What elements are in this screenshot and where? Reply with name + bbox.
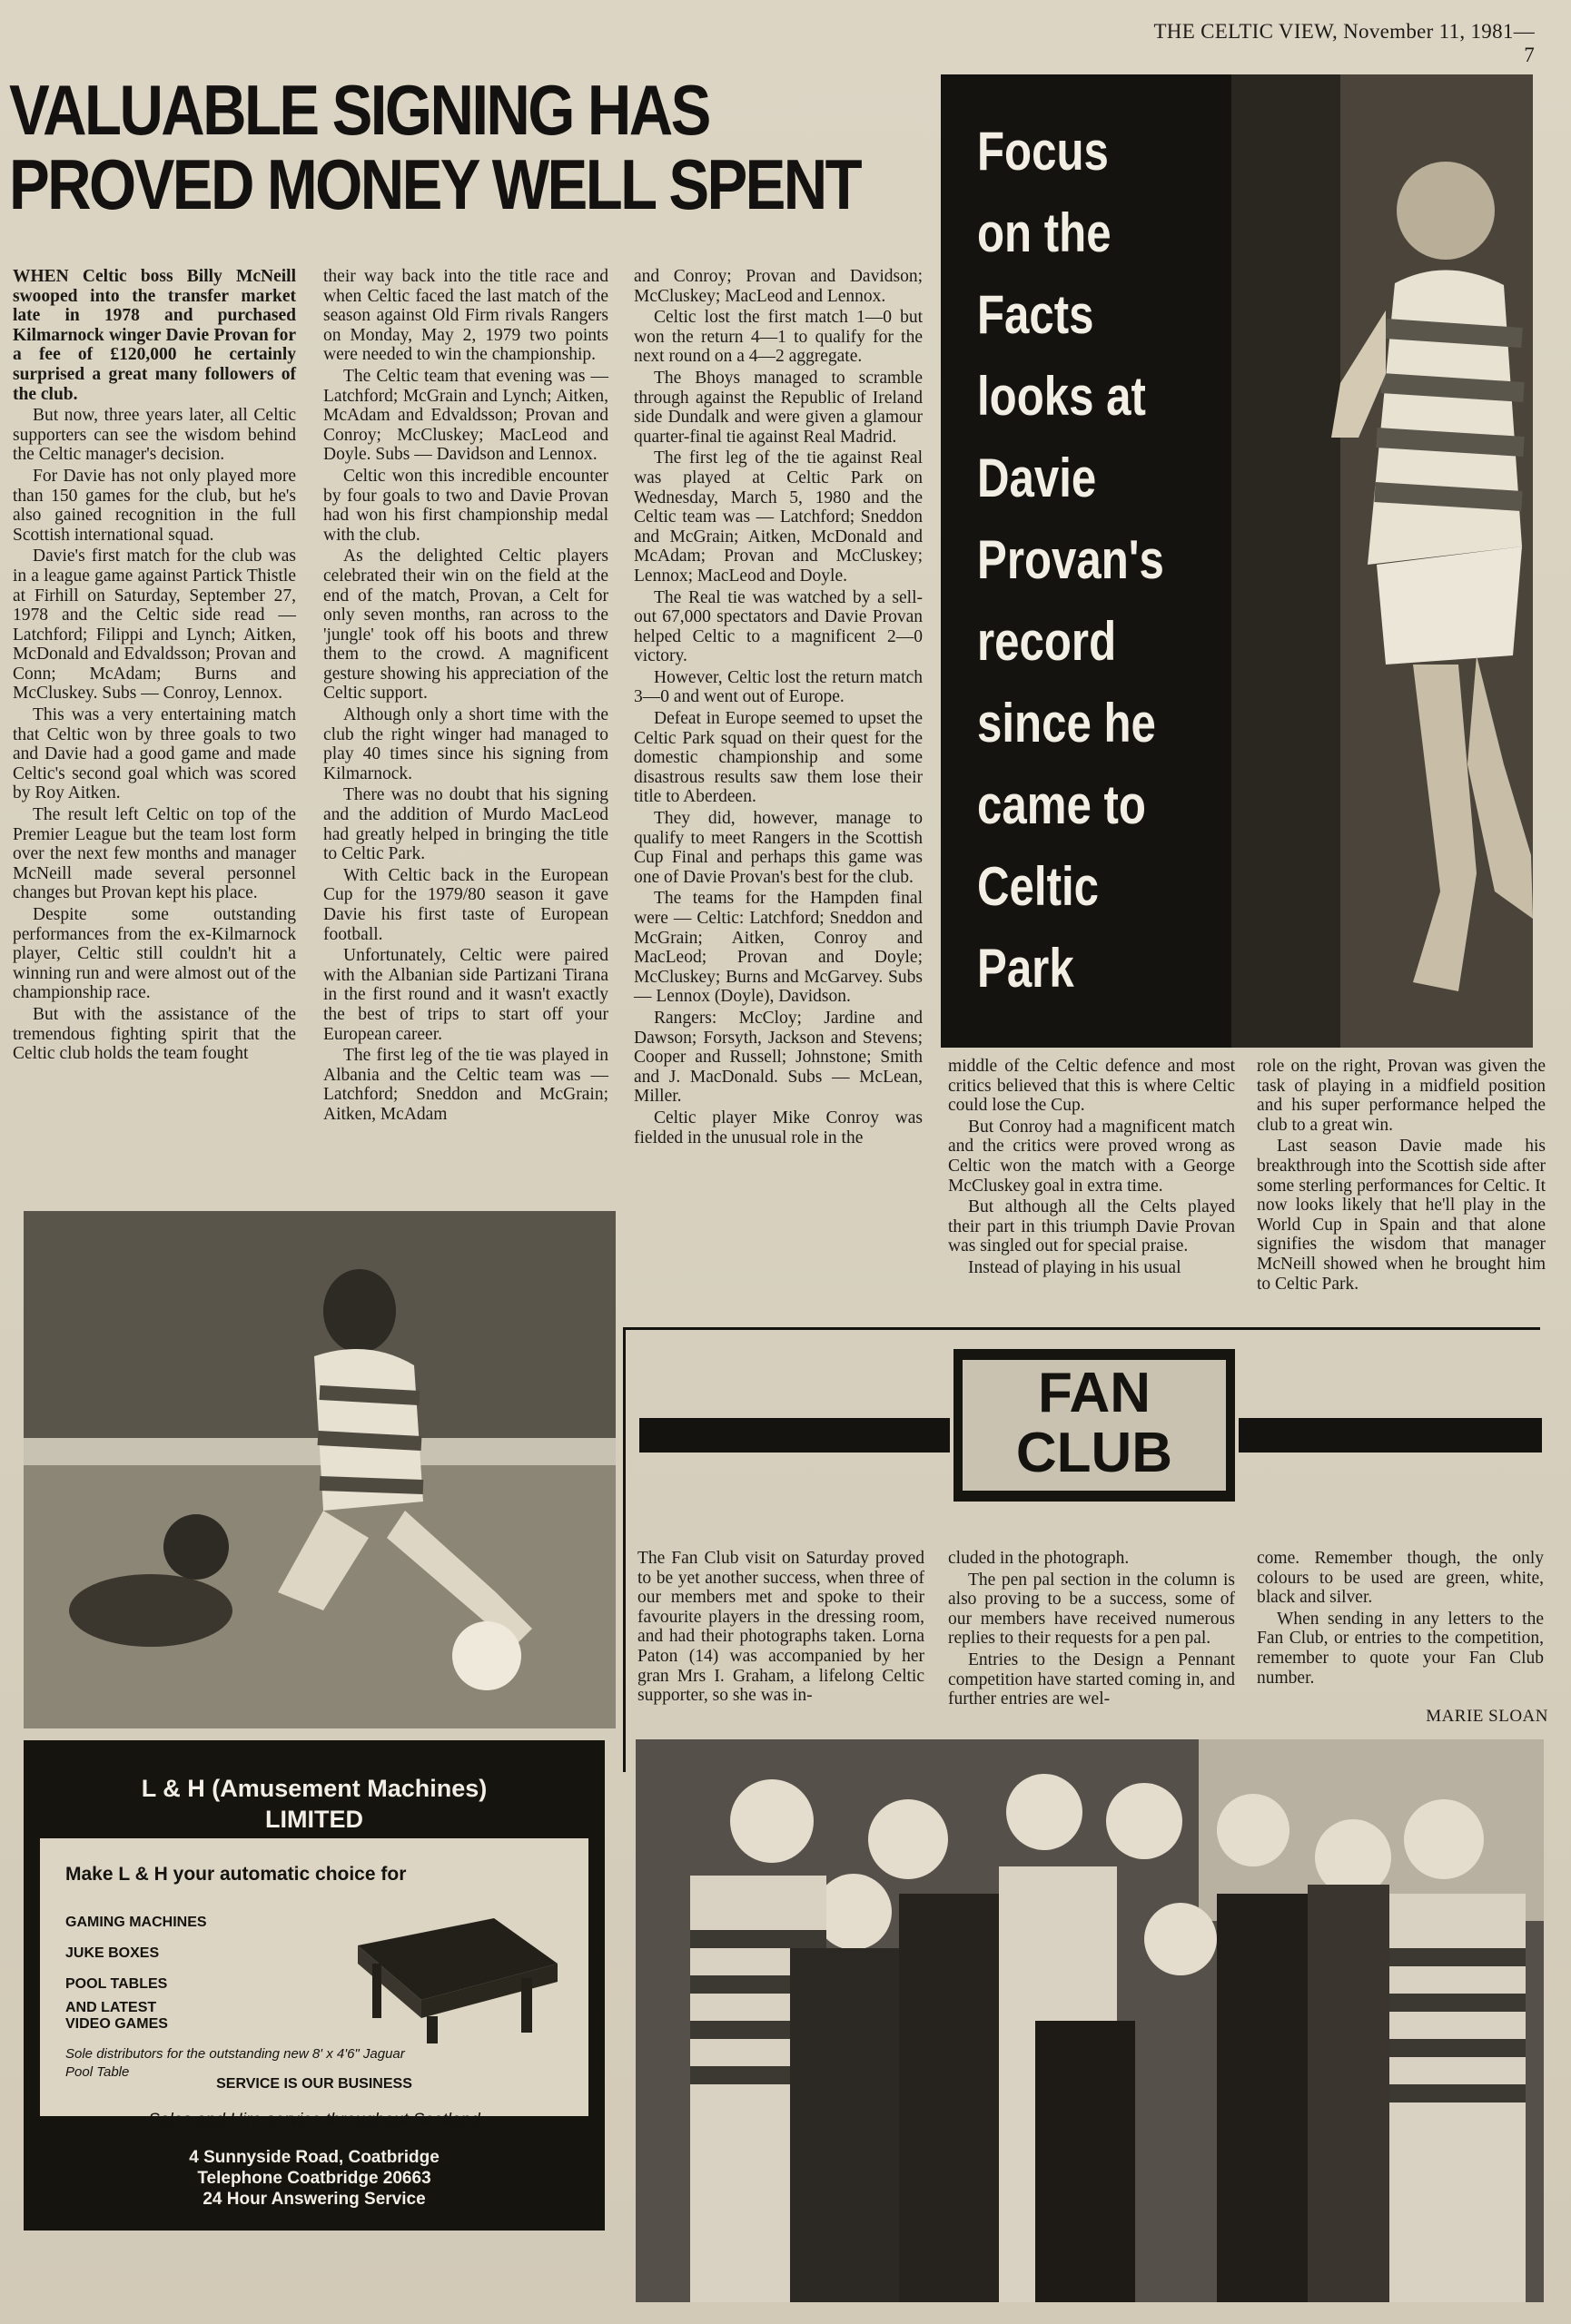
lh-amusement-advert: [24, 1740, 605, 2230]
article-column-2: [323, 267, 608, 1211]
focus-line: looks at: [977, 366, 1146, 427]
paragraph: middle of the Celtic defence and most critics believed that this is where Celtic could lose the Cup.: [948, 1057, 1235, 1116]
fan-club-badge-line-2: CLUB: [1015, 1422, 1173, 1484]
advert-address: [24, 2147, 605, 2210]
player-running-photo: [1231, 74, 1533, 1048]
article-column-3: [634, 267, 923, 1320]
advert-title-line-2: LIMITED: [265, 1806, 363, 1833]
article-column-1: [13, 267, 296, 1211]
paragraph: Instead of playing in his usual: [968, 1257, 1181, 1277]
focus-line: Facts: [977, 284, 1094, 345]
section-divider-vertical: [623, 1327, 626, 1772]
advert-address-street: 4 Sunnyside Road, Coatbridge: [189, 2148, 440, 2167]
paragraph: and Conroy; Provan and Davidson; McCluskey; MacLeod and Lennox.: [634, 267, 923, 306]
paragraph: But Conroy had a magnificent match and the critics were proved wrong as Celtic won the match with a George McCluskey goal in extra time.: [948, 1117, 1235, 1196]
fan-club-badge-text: [963, 1360, 1226, 1491]
paragraph: Last season Davie made his breakthrough into the Scottish side after some sterling performances for Celtic. It now looks likely that he'll play in the World Cup in Spain and that alone signifies the wisdom that manager McNeill showed when he brought him to Celtic Park.: [1257, 1137, 1546, 1294]
advert-service-line: SERVICE IS OUR BUSINESS: [216, 2076, 412, 2092]
article-column-5: [1257, 1057, 1546, 1329]
focus-box-text: [977, 111, 1223, 1009]
focus-line: since he: [977, 693, 1156, 753]
advert-panel: [40, 1838, 588, 2130]
fan-club-rule-left: [639, 1418, 950, 1452]
paragraph: Celtic lost the first match 1—0 but won the return 4—1 to qualify for the next round on a 4—2 aggregate.: [634, 308, 923, 367]
fan-club-badge-line-1: FAN: [1038, 1362, 1151, 1424]
advert-product-item: JUKE BOXES: [65, 1945, 160, 1961]
paragraph: But although all the Celts played their part in this triumph Davie Provan was singled out for special praise.: [948, 1197, 1235, 1256]
advert-product-item: AND LATEST VIDEO GAMES: [65, 2000, 168, 2032]
fan-club-byline: MARIE SLOAN: [1426, 1707, 1548, 1726]
paragraph: But now, three years later, all Celtic supporters can see the wisdom behind the Celtic manager's decision.: [13, 406, 296, 465]
paragraph: When sending in any letters to the Fan Club, or entries to the competition, remember to quote your Fan Club number.: [1257, 1609, 1544, 1688]
paragraph: The Fan Club visit on Saturday proved to be yet another success, when three of our members met and spoke to their favourite players in the dressing room, and had their photographs taken. Lorna Paton (14) was accompanied by her gran Mrs I. Graham, a lifelong Celtic supporter, so she was in-: [637, 1549, 924, 1706]
paragraph: Celtic player Mike Conroy was fielded in the unusual role in the: [634, 1108, 923, 1147]
fan-club-rule-right: [1239, 1418, 1542, 1452]
paragraph: The Celtic team that evening was — Latchford; McGrain and Lynch; Aitken, McAdam and Edvaldsson; Provan and Conroy; McCluskey; MacLeod and Doyle. Subs — Davidson and Lennox.: [323, 366, 608, 465]
focus-line: came to: [977, 774, 1146, 835]
advert-distributor-note: Sole distributors for the outstanding new 8' x 4'6" Jaguar Pool Table: [65, 2046, 405, 2080]
match-tackle-photo: [24, 1211, 616, 1728]
paragraph: their way back into the title race and when Celtic faced the last match of the season against Old Firm rivals Rangers on Monday, May 2, 1979 two points were needed to win the championship.: [323, 267, 608, 365]
fan-club-column-1: [637, 1549, 924, 1730]
focus-line: on the: [977, 202, 1112, 263]
fan-club-badge: [953, 1349, 1235, 1502]
paragraph: The first leg of the tie against Real was played at Celtic Park on Wednesday, March 5, 1980 and the Celtic team was — Latchford; Sneddon and McGrain; Aitken, McDonald and McAdam; Provan and McCluskey; Lennox; MacLeod and Doyle.: [634, 448, 923, 586]
focus-line: Focus: [977, 121, 1109, 182]
article-headline: [9, 70, 861, 224]
paragraph: Entries to the Design a Pennant competition have started coming in, and further entries are wel-: [948, 1649, 1235, 1709]
paragraph: Celtic won this incredible encounter by four goals to two and Davie Provan had won his first championship medal with the club.: [323, 466, 608, 545]
focus-line: Provan's: [977, 529, 1164, 590]
paragraph: role on the right, Provan was given the task of playing in a midfield position and his super performance helped the club to a great win.: [1257, 1057, 1546, 1135]
paragraph: The pen pal section in the column is also proving to be a success, some of our members have received numerous replies to their requests for a pen pal.: [948, 1570, 1235, 1649]
advert-product-list: [65, 1907, 207, 2033]
paragraph: The Bhoys managed to scramble through against the Republic of Ireland side Dundalk and were given a glamour quarter-final tie against Real Madrid.: [634, 368, 923, 447]
advert-address-answering: 24 Hour Answering Service: [203, 2190, 426, 2209]
advert-product-item: POOL TABLES: [65, 1976, 168, 1992]
advert-title-line-1: L & H (Amusement Machines): [141, 1775, 488, 1802]
article-column-4: [948, 1057, 1235, 1320]
paragraph: Despite some outstanding performances from the ex-Kilmarnock player, Celtic still couldn't hit a winning run and were almost out of the championship race.: [13, 905, 296, 1003]
advert-address-phone: Telephone Coatbridge 20663: [197, 2169, 431, 2188]
paragraph: Unfortunately, Celtic were paired with the Albanian side Partizani Tirana in the first round and it wasn't exactly the best of trips to start off your European career.: [323, 946, 608, 1044]
page-folio: THE CELTIC VIEW, November 11, 1981—7: [1153, 20, 1535, 66]
paragraph: But with the assistance of the tremendous fighting spirit that the Celtic club holds the team fought: [13, 1004, 296, 1064]
advert-hire-line: Sales and Hire service throughout Scotland: [148, 2111, 480, 2130]
focus-on-facts-box: [941, 74, 1533, 1048]
paragraph: This was a very entertaining match that Celtic won by three goals to two and Davie had a good game and made Celtic's second goal which was scored by Roy Aitken.: [13, 705, 296, 803]
fan-club-column-3: [1257, 1549, 1544, 1703]
paragraph: The Real tie was watched by a sell-out 67,000 spectators and Davie Provan helped Celtic to a magnificent 2—0 victory.: [634, 587, 923, 666]
advert-lead: Make L & H your automatic choice for: [65, 1864, 407, 1885]
paragraph: With Celtic back in the European Cup for the 1979/80 season it gave Davie his first taste of European football.: [323, 865, 608, 944]
headline-line-2: PROVED MONEY WELL SPENT: [9, 144, 861, 224]
paragraph: Rangers: McCloy; Jardine and Dawson; Forsyth, Jackson and Stevens; Cooper and Russell; Johnstone; Smith and J. MacDonald. Subs — McLean, Miller.: [634, 1008, 923, 1107]
paragraph: There was no doubt that his signing and the addition of Murdo MacLeod had greatly helped in bringing the title to Celtic Park.: [323, 785, 608, 864]
advert-title: [24, 1773, 605, 1835]
paragraph: For Davie has not only played more than 150 games for the club, but he's also gained recognition in the full Scottish international squad.: [13, 466, 296, 545]
paragraph: The first leg of the tie was played in Albania and the Celtic team was — Latchford; Sneddon and McGrain; Aitken, McAdam: [323, 1046, 608, 1124]
focus-line: record: [977, 611, 1117, 672]
paragraph: As the delighted Celtic players celebrated their win on the field at the end of the match, Provan, a Celt for only seven months, ran across to the 'jungle' took off his boots and threw them to the crowd. A magnificent gesture showing his appreciation of the Celtic support.: [323, 547, 608, 704]
paragraph: cluded in the photograph.: [948, 1549, 1130, 1568]
advert-product-item: GAMING MACHINES: [65, 1915, 207, 1930]
focus-line: Park: [977, 938, 1074, 999]
section-divider-horizontal: [623, 1327, 1540, 1330]
focus-line: Celtic: [977, 856, 1099, 917]
paragraph: Although only a short time with the club the right winger had managed to play 40 times since his signing from Kilmarnock.: [323, 705, 608, 783]
paragraph: Davie's first match for the club was in a league game against Partick Thistle at Firhill on Saturday, September 27, 1978 and the Celtic side read — Latchford; Filippi and Lynch; Aitken, McDonald and Edvaldsson; Provan and Conn; McAdam; Burns and McCluskey. Subs — Conroy, Lennox.: [13, 547, 296, 704]
fan-club-column-2: [948, 1549, 1235, 1730]
pool-table-illustration: [340, 1909, 567, 2045]
paragraph: come. Remember though, the only colours to be used are green, white, black and silver.: [1257, 1549, 1544, 1608]
headline-line-1: VALUABLE SIGNING HAS: [9, 70, 709, 150]
focus-line: Davie: [977, 448, 1097, 508]
paragraph: However, Celtic lost the return match 3—0 and went out of Europe.: [634, 667, 923, 707]
paragraph: WHEN Celtic boss Billy McNeill swooped into the transfer market late in 1978 and purchased Kilmarnock winger Davie Provan for a fee of £120,000 he certainly surprised a great many followers of the club.: [13, 267, 296, 404]
fan-club-group-photo: [636, 1739, 1544, 2302]
paragraph: They did, however, manage to qualify to meet Rangers in the Scottish Cup Final and perhaps this game was one of Davie Provan's best for the club.: [634, 809, 923, 887]
paragraph: The result left Celtic on top of the Premier League but the team lost form over the next few months and manager McNeill made several personnel changes but Provan kept his place.: [13, 805, 296, 903]
paragraph: The teams for the Hampden final were — Celtic: Latchford; Sneddon and McGrain; Aitken, Conroy and MacLeod; Provan and Doyle; McCluskey; Burns and McGarvey. Subs — Lennox (Doyle), Davidson.: [634, 889, 923, 1007]
paragraph: Defeat in Europe seemed to upset the Celtic Park squad on their quest for the domestic championship and some disastrous results saw them lose their title to Aberdeen.: [634, 709, 923, 807]
